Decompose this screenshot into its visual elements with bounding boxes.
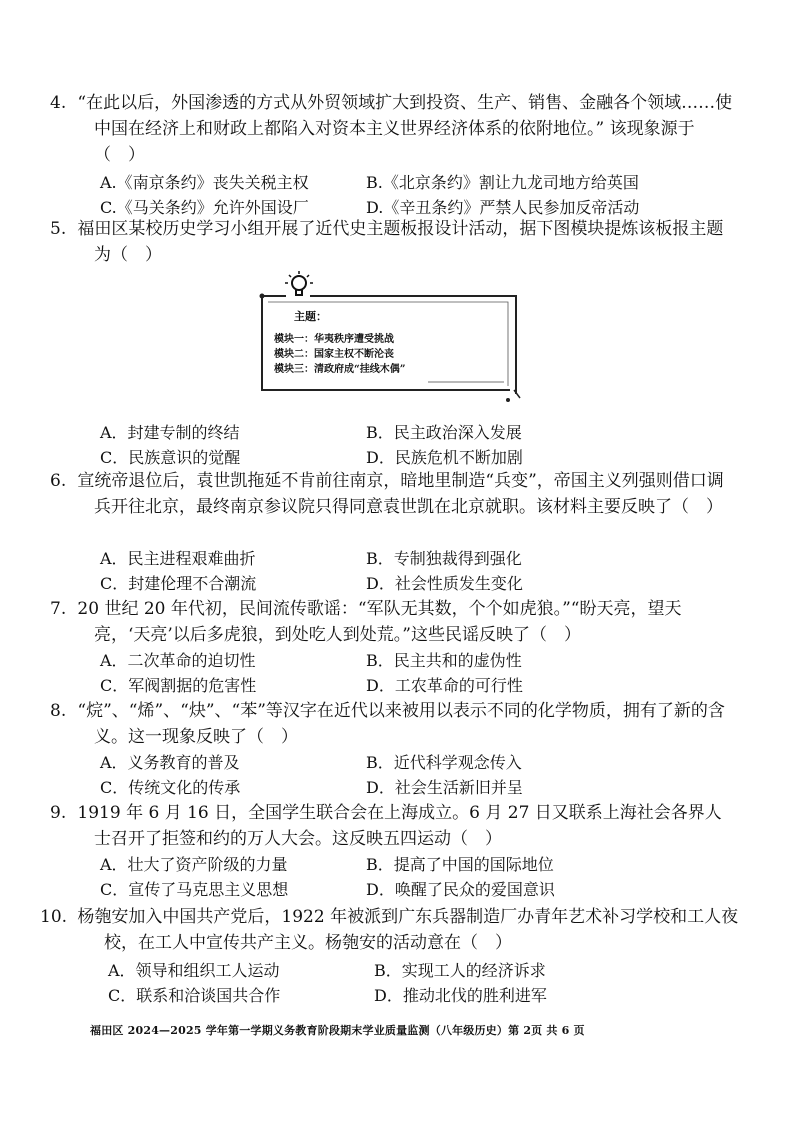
page-footer: 福田区 2024—2025 学年第一学期义务教育阶段期末学业质量监测（八年级历史）第 2页 共 6 页: [90, 1024, 585, 1037]
option-a[interactable]: A．领导和组织工人运动: [108, 961, 280, 980]
options-4: [100, 170, 700, 220]
option-b[interactable]: B．近代科学观念传入: [366, 753, 522, 772]
question-8: 8. “烷”、“烯”、“炔”、“苯”等汉字在近代以来被用以表示不同的化学物质，拥有了新的含义。这一现象反映了（ ）: [50, 701, 725, 747]
board-module: 模块三：清政府成“挂线木偶”: [274, 364, 406, 375]
option-d[interactable]: D．社会生活新旧并呈: [366, 778, 523, 797]
board-module: 模块二：国家主权不断沦丧: [274, 349, 394, 360]
option-d[interactable]: D.《辛丑条约》严禁人民参加反帝活动: [366, 198, 640, 217]
option-a[interactable]: A．二次革命的迫切性: [100, 651, 256, 670]
question-7: 7. 20 世纪 20 年代初，民间流传歌谣：“军队无其数，个个如虎狼。”“盼天亮，望天亮，‘天亮’以后多虎狼，到处吃人到处荒。”这些民谣反映了（ ）: [50, 599, 682, 645]
option-b[interactable]: B.《北京条约》割让九龙司地方给英国: [366, 173, 639, 192]
option-d[interactable]: D．唤醒了民众的爱国意识: [366, 880, 555, 899]
option-c[interactable]: C．传统文化的传承: [100, 778, 241, 797]
option-b[interactable]: B．提高了中国的国际地位: [366, 855, 554, 874]
options-9: [100, 852, 700, 902]
options-8: [100, 750, 700, 800]
option-b[interactable]: B．民主政治深入发展: [366, 423, 522, 442]
option-c[interactable]: C．联系和洽谈国共合作: [108, 986, 281, 1005]
option-c[interactable]: C．宣传了马克思主义思想: [100, 880, 289, 899]
option-b[interactable]: B．实现工人的经济诉求: [374, 961, 546, 980]
option-c[interactable]: C．封建伦理不合潮流: [100, 574, 257, 593]
options-7: [100, 648, 700, 698]
question-stem: 20 世纪 20 年代初，民间流传歌谣：“军队无其数，个个如虎狼。”“盼天亮，望天亮，‘天亮’以后多虎狼，到处吃人到处荒。”这些民谣反映了（ ）: [77, 599, 682, 645]
question-stem: 1919 年 6 月 16 日，全国学生联合会在上海成立。6 月 27 日又联系上海社会各界人士召开了拒签和约的万人大会。这反映五四运动（ ）: [77, 803, 722, 849]
question-4: 4. “在此以后，外国渗透的方式从外贸领域扩大到投资、生产、销售、金融各个领域……使中国在经济上和财政上都陷入对资本主义世界经济体系的依附地位。” 该现象源于（ ）: [50, 93, 733, 165]
question-9: 9. 1919 年 6 月 16 日，全国学生联合会在上海成立。6 月 27 日又联系上海社会各界人士召开了拒签和约的万人大会。这反映五四运动（ ）: [50, 803, 722, 849]
option-c[interactable]: C．军阀割据的危害性: [100, 676, 257, 695]
option-a[interactable]: A．义务教育的普及: [100, 753, 240, 772]
options-6: [100, 546, 700, 596]
board-diagram: [258, 286, 522, 404]
option-a[interactable]: A．民主进程艰难曲折: [100, 549, 256, 568]
option-a[interactable]: A．壮大了资产阶级的力量: [100, 855, 288, 874]
option-d[interactable]: D．工农革命的可行性: [366, 676, 523, 695]
options-10: [108, 958, 708, 1008]
option-a[interactable]: A.《南京条约》丧失关税主权: [100, 173, 309, 192]
option-d[interactable]: D．社会性质发生变化: [366, 574, 523, 593]
question-stem: 福田区某校历史学习小组开展了近代史主题板报设计活动，据下图模块提炼该板报主题为（ ）: [77, 219, 724, 265]
board-modules: [274, 332, 406, 377]
option-d[interactable]: D．民族危机不断加剧: [366, 448, 523, 467]
option-c[interactable]: C．民族意识的觉醒: [100, 448, 241, 467]
option-c[interactable]: C.《马关条约》允许外国设厂: [100, 198, 309, 217]
question-5: 5. 福田区某校历史学习小组开展了近代史主题板报设计活动，据下图模块提炼该板报主题为（ ）: [50, 219, 724, 265]
board-module: 模块一：华夷秩序遭受挑战: [274, 334, 394, 345]
option-a[interactable]: A．封建专制的终结: [100, 423, 240, 442]
board-title: 主题：: [294, 310, 327, 323]
question-stem: 杨匏安加入中国共产党后，1922 年被派到广东兵器制造厂办青年艺术补习学校和工人夜校，在工人中宣传共产主义。杨匏安的活动意在（ ）: [77, 907, 739, 953]
question-stem: 宣统帝退位后，袁世凯拖延不肯前往南京，暗地里制造“兵变”，帝国主义列强则借口调兵开往北京，最终南京参议院只得同意袁世凯在北京就职。该材料主要反映了（ ）: [77, 471, 724, 517]
option-b[interactable]: B．专制独裁得到强化: [366, 549, 522, 568]
question-10: 10. 杨匏安加入中国共产党后，1922 年被派到广东兵器制造厂办青年艺术补习学校和工人夜校，在工人中宣传共产主义。杨匏安的活动意在（ ）: [40, 907, 739, 953]
option-d[interactable]: D．推动北伐的胜利进军: [374, 986, 547, 1005]
options-5: [100, 420, 700, 470]
question-stem: “在此以后，外国渗透的方式从外贸领域扩大到投资、生产、销售、金融各个领域……使中国在经济上和财政上都陷入对资本主义世界经济体系的依附地位。” 该现象源于（ ）: [77, 93, 733, 165]
lightbulb-icon: [284, 270, 314, 300]
question-6: 6. 宣统帝退位后，袁世凯拖延不肯前往南京，暗地里制造“兵变”，帝国主义列强则借口调兵开往北京，最终南京参议院只得同意袁世凯在北京就职。该材料主要反映了（ ）: [50, 471, 724, 517]
option-b[interactable]: B．民主共和的虚伪性: [366, 651, 522, 670]
question-stem: “烷”、“烯”、“炔”、“苯”等汉字在近代以来被用以表示不同的化学物质，拥有了新的含义。这一现象反映了（ ）: [77, 701, 725, 747]
